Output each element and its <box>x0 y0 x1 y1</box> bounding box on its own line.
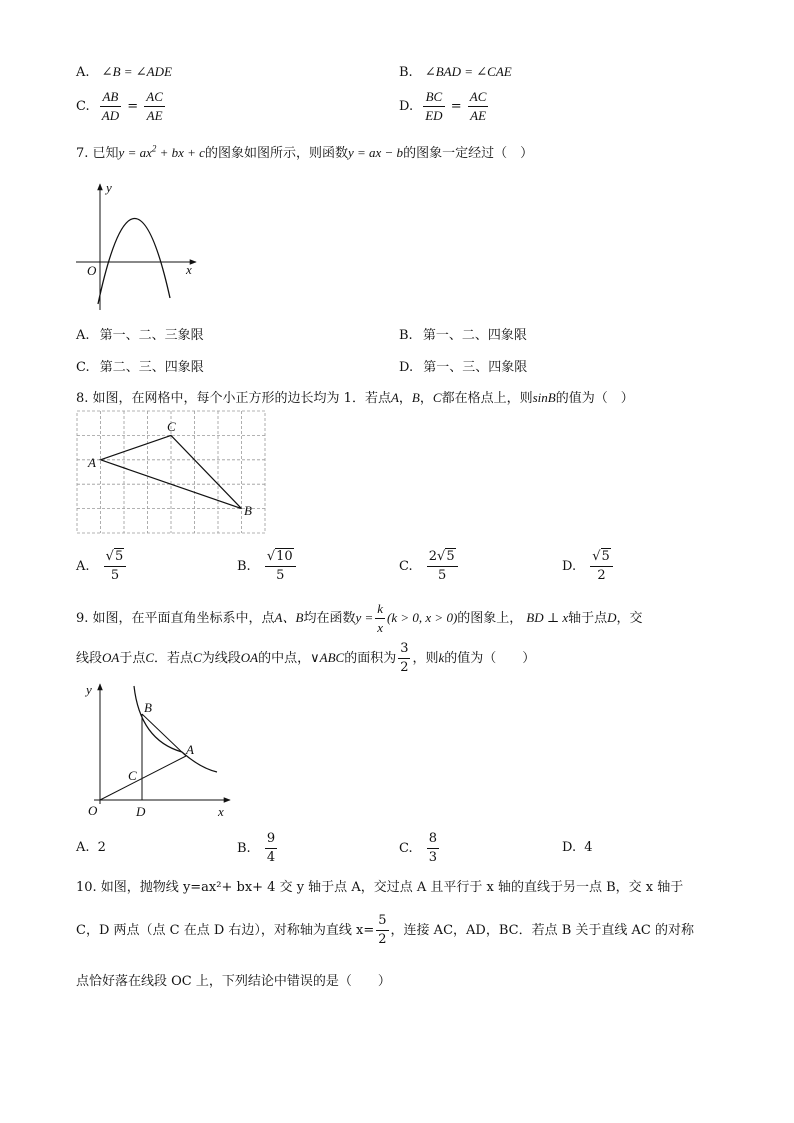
stem-text: 的图象如图所示，则函数 <box>204 146 348 161</box>
perpendicular-expression: BD ⊥ x <box>526 610 569 625</box>
fraction <box>144 88 165 125</box>
stem-text: 轴于点 <box>568 611 608 626</box>
origin-label: O <box>87 263 97 278</box>
q8-option-c[interactable] <box>399 548 460 585</box>
q7-parabola-graph <box>70 178 200 313</box>
numerator <box>427 548 458 567</box>
point-name: D <box>607 610 617 625</box>
point-a-label: A <box>186 742 194 757</box>
variable-k: k <box>438 650 445 665</box>
stem-text: 的中点， <box>258 651 311 666</box>
function-expression: y = ax − b <box>347 145 404 160</box>
stem-text: ，交 <box>616 611 643 626</box>
fraction <box>427 548 458 585</box>
x-axis-label: x <box>186 262 192 277</box>
option-label: B. <box>399 328 413 343</box>
separator: ， <box>419 391 433 406</box>
stem-text: 为线段 <box>201 651 241 666</box>
numerator: AB <box>100 88 121 107</box>
stem-text: 均在函数 <box>303 611 356 626</box>
radical: √5 <box>437 549 455 564</box>
fraction <box>375 600 385 637</box>
point-names: A、B <box>274 610 304 625</box>
point-c-label: C <box>167 419 176 434</box>
stem-text: 7. 已知 <box>76 146 119 161</box>
option-label: D. <box>399 99 414 114</box>
point-name: C <box>193 650 202 665</box>
denominator: 2 <box>400 660 409 675</box>
denominator: 2 <box>378 932 387 947</box>
fraction <box>423 88 444 125</box>
point-name: A <box>390 390 399 405</box>
segment-oa <box>100 756 186 800</box>
option-label: C. <box>76 99 90 114</box>
q6-option-c[interactable] <box>76 88 167 125</box>
q8-option-d[interactable] <box>562 548 615 585</box>
option-label: B. <box>399 65 413 80</box>
stem-text: 的图象一定经过（ ） <box>403 146 534 161</box>
numerator: BC <box>423 88 444 107</box>
option-text: 2 <box>97 840 106 855</box>
stem-text: 的值为（ ） <box>555 391 634 406</box>
radicand: 5 <box>114 549 124 564</box>
q9-option-d[interactable] <box>562 840 593 855</box>
radical: √5 <box>105 549 124 564</box>
parabola-curve <box>98 218 170 304</box>
radicand: 5 <box>446 549 455 564</box>
fraction <box>104 548 127 585</box>
q9-option-b[interactable] <box>237 830 279 867</box>
q7-option-c[interactable] <box>76 356 204 375</box>
coefficient: 2 <box>428 549 438 564</box>
denominator: AE <box>470 108 487 123</box>
q7-stem <box>76 142 533 161</box>
x-axis-label: x <box>218 804 224 819</box>
exponent: 2 <box>151 143 157 154</box>
stem-text: 9. 如图，在平面直角坐标系中，点 <box>76 611 275 626</box>
function-lhs: y = <box>355 610 374 625</box>
fraction <box>100 88 121 125</box>
q10-stem-line3: 点恰好落在线段 OC 上，下列结论中错误的是（ ） <box>76 974 391 989</box>
fraction <box>265 548 296 585</box>
numerator: 5 <box>376 912 388 931</box>
point-name: B <box>411 390 420 405</box>
denominator: AD <box>101 108 120 123</box>
numerator: 8 <box>427 830 439 849</box>
stem-text: 的图象上， <box>457 611 523 626</box>
option-label: C. <box>399 559 413 574</box>
stem-text: 线段 <box>76 651 103 666</box>
stem-text: C，D 两点（点 C 在点 D 右边），对称轴为直线 x= <box>76 923 375 938</box>
option-label: A. <box>76 840 90 855</box>
stem-text: ，则 <box>412 651 439 666</box>
numerator: AC <box>468 88 489 107</box>
point-name: C <box>145 650 155 665</box>
function-expression: + bx + c <box>156 145 205 160</box>
option-label: A. <box>76 65 90 80</box>
equals-sign: = <box>127 99 139 114</box>
denominator: x <box>377 620 384 635</box>
option-text: 第一、三、四象限 <box>423 360 528 375</box>
fraction <box>265 830 277 867</box>
numerator: k <box>375 600 385 619</box>
q8-stem <box>76 387 634 406</box>
option-label: B. <box>237 841 251 856</box>
point-b-label: B <box>144 700 152 715</box>
option-label: D. <box>562 559 577 574</box>
option-label: A. <box>76 328 90 343</box>
point-name: C <box>432 390 442 405</box>
numerator <box>590 548 613 567</box>
triangle-name: ∨ABC <box>310 650 345 665</box>
q9-stem-line2 <box>76 640 535 677</box>
numerator: 9 <box>265 830 277 849</box>
segment-ba <box>142 714 186 756</box>
denominator: 4 <box>266 850 276 865</box>
option-label: A. <box>76 559 90 574</box>
q6-option-b[interactable] <box>399 64 512 80</box>
q8-option-b[interactable] <box>237 548 298 585</box>
fraction <box>398 640 410 677</box>
radicand: 10 <box>276 549 293 564</box>
stem-text: ，连接 AC，AD，BC．若点 B 关于直线 AC 的对称 <box>390 923 694 938</box>
hyperbola-curve <box>134 686 217 772</box>
numerator: AC <box>144 88 165 107</box>
q9-option-c[interactable] <box>399 830 441 867</box>
stem-text: ．若点 <box>154 651 194 666</box>
point-b-label: B <box>244 503 252 518</box>
origin-label: O <box>88 803 98 818</box>
option-text: 第一、二、四象限 <box>422 328 527 343</box>
q9-option-a[interactable] <box>76 840 106 855</box>
option-text: 4 <box>584 840 593 855</box>
sine-expression: sinB <box>532 390 556 405</box>
q9-stem-line1 <box>76 600 643 637</box>
numerator <box>265 548 296 567</box>
stem-text: 都在格点上，则 <box>441 391 533 406</box>
q10-stem-line2 <box>76 912 694 949</box>
denominator: 2 <box>597 568 606 583</box>
numerator <box>104 548 127 567</box>
separator: ， <box>398 391 412 406</box>
denominator: 3 <box>428 850 438 865</box>
option-text: 第二、三、四象限 <box>99 360 204 375</box>
segment-name: OA <box>240 650 259 665</box>
condition: (k > 0, x > 0) <box>387 610 458 625</box>
equals-sign: = <box>450 99 462 114</box>
q10-stem-line1: 10. 如图，抛物线 y=ax²+ bx+ 4 交 y 轴于点 A，交过点 A 且平行于 x 轴的直线于另一点 B，交 x 轴于 <box>76 880 684 895</box>
q9-coordinate-graph <box>72 680 237 820</box>
q7-option-d[interactable] <box>399 356 527 375</box>
point-d-label: D <box>136 804 146 819</box>
denominator: 5 <box>438 568 447 583</box>
fraction <box>590 548 613 585</box>
q7-option-b[interactable] <box>399 324 527 343</box>
option-label: C. <box>399 841 413 856</box>
option-label: D. <box>562 840 577 855</box>
option-text: 第一、二、三象限 <box>99 328 204 343</box>
q6-option-d[interactable] <box>399 88 490 125</box>
option-label: B. <box>237 559 251 574</box>
y-axis-label: y <box>106 180 112 195</box>
denominator: AE <box>146 108 163 123</box>
radical: √5 <box>592 549 610 564</box>
point-a-label: A <box>88 455 96 470</box>
radical: √10 <box>266 549 293 564</box>
q6-option-a[interactable] <box>76 64 172 80</box>
numerator: 3 <box>398 640 410 659</box>
stem-text: 的值为（ ） <box>444 651 536 666</box>
function-expression: y = ax <box>118 145 152 160</box>
denominator: 5 <box>110 568 120 583</box>
radicand: 5 <box>601 549 610 564</box>
option-label: D. <box>399 360 414 375</box>
option-expression: ∠B = ∠ADE <box>101 64 172 79</box>
stem-text: 8. 如图，在网格中，每个小正方形的边长均为 1．若点 <box>76 391 391 406</box>
segment-name: OA <box>102 650 120 665</box>
y-axis-label: y <box>86 682 92 697</box>
stem-text: 于点 <box>119 651 146 666</box>
option-expression: ∠BAD = ∠CAE <box>424 64 512 79</box>
fraction <box>376 912 388 949</box>
option-label: C. <box>76 360 90 375</box>
q8-option-a[interactable] <box>76 548 128 585</box>
point-c-label: C <box>128 768 137 783</box>
fraction <box>427 830 439 867</box>
q8-grid-figure <box>70 405 270 535</box>
q7-option-a[interactable] <box>76 324 204 343</box>
denominator: 5 <box>276 568 285 583</box>
fraction <box>468 88 489 125</box>
denominator: ED <box>425 108 443 123</box>
stem-text: 的面积为 <box>344 651 397 666</box>
